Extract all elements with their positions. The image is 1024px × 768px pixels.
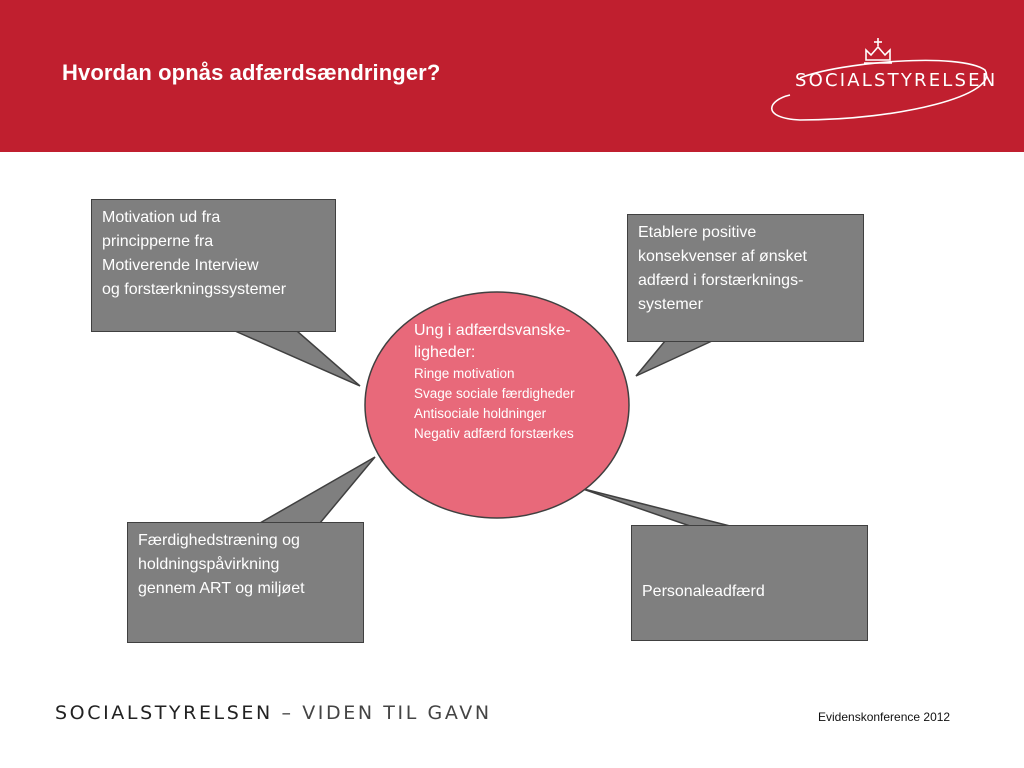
callout-line: konsekvenser af ønsket bbox=[638, 248, 807, 265]
callout-top-right bbox=[627, 214, 864, 342]
callout-line: systemer bbox=[638, 296, 703, 313]
footer-brand-name: SOCIALSTYRELSEN bbox=[55, 702, 273, 724]
center-text bbox=[414, 320, 614, 444]
center-item: Ringe motivation bbox=[414, 366, 515, 381]
center-item: Svage sociale færdigheder bbox=[414, 386, 575, 401]
footer-brand bbox=[55, 702, 492, 724]
center-heading-line2: ligheder: bbox=[414, 344, 476, 361]
callout-line: gennem ART og miljøet bbox=[138, 580, 305, 597]
tail-top-right bbox=[636, 341, 712, 376]
callout-line: adfærd i forstærknings- bbox=[638, 272, 804, 289]
tail-top-left bbox=[235, 331, 360, 386]
callout-line: Personaleadfærd bbox=[642, 583, 765, 600]
footer-tagline: – VIDEN TIL GAVN bbox=[272, 702, 492, 724]
footer-event: Evidenskonference 2012 bbox=[818, 710, 951, 724]
center-heading-line1: Ung i adfærdsvanske- bbox=[414, 322, 571, 339]
crown-icon bbox=[864, 38, 892, 63]
center-item: Antisociale holdninger bbox=[414, 406, 547, 421]
callout-bottom-right bbox=[631, 525, 868, 641]
tail-bottom-left bbox=[260, 457, 375, 523]
logo-text: SOCIALSTYRELSEN bbox=[795, 70, 998, 91]
callout-top-left bbox=[91, 199, 336, 332]
center-item: Negativ adfærd forstærkes bbox=[414, 426, 574, 441]
callout-line: principperne fra bbox=[102, 233, 214, 250]
callout-line: Motiverende Interview bbox=[102, 257, 259, 274]
page-title: Hvordan opnås adfærdsændringer? bbox=[62, 60, 441, 85]
callout-line: Etablere positive bbox=[638, 224, 757, 241]
callout-line: Færdighedstræning og bbox=[138, 532, 300, 549]
tail-bottom-right bbox=[580, 488, 730, 526]
callout-line: og forstærkningssystemer bbox=[102, 281, 287, 298]
callout-bottom-left bbox=[127, 522, 364, 643]
callout-line: holdningspåvirkning bbox=[138, 556, 280, 573]
callout-line: Motivation ud fra bbox=[102, 209, 221, 226]
